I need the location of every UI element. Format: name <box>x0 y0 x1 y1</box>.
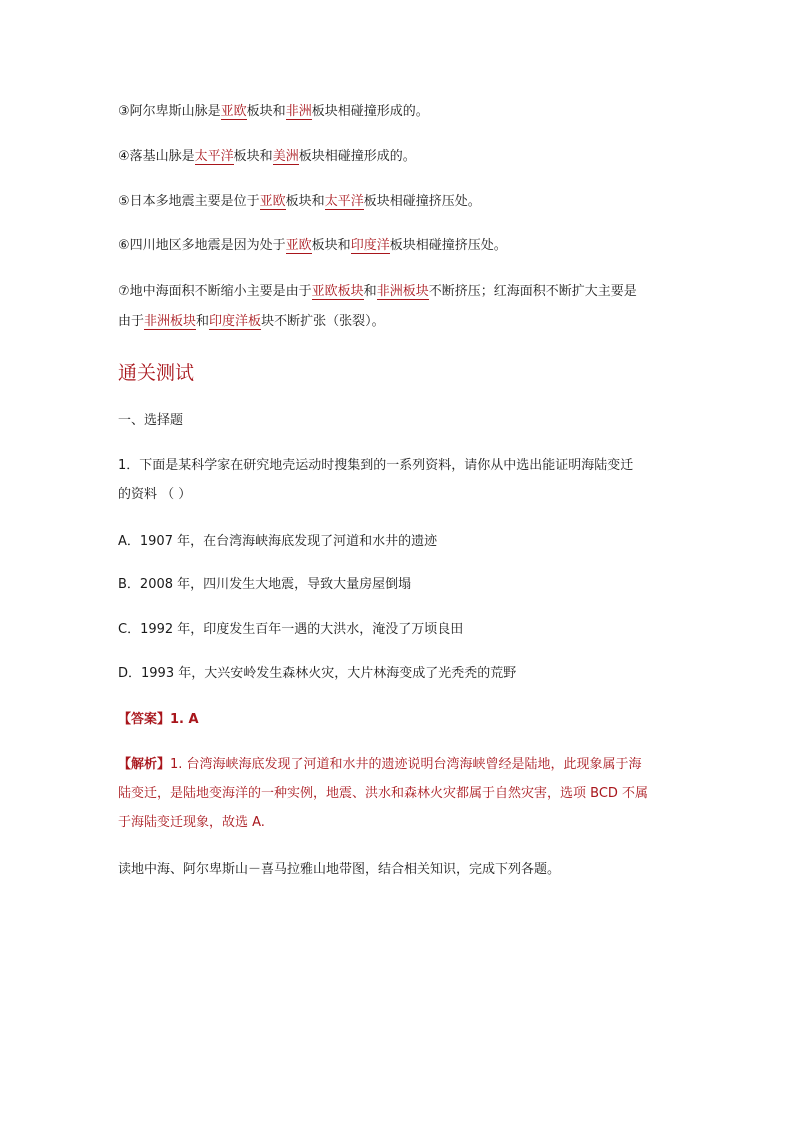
text: 板块相碰撞挤压处。 <box>363 194 481 209</box>
text: 板块相碰撞形成的。 <box>298 149 416 164</box>
statement-3 <box>118 102 429 122</box>
text: 板块相碰撞形成的。 <box>311 104 429 119</box>
answer-blank: 非洲 <box>285 104 312 119</box>
text: 板块和 <box>246 104 286 119</box>
answer-blank: 印度洋板 <box>209 314 262 329</box>
text: 板块和 <box>311 238 351 253</box>
option-b: B．2008 年，四川发生大地震，导致大量房屋倒塌 <box>118 577 412 592</box>
text: 和 <box>363 284 377 299</box>
section-subtitle: 一、选择题 <box>118 413 184 428</box>
statement-7-cont <box>118 312 385 332</box>
text: 和 <box>196 314 210 329</box>
text: ⑥四川地区多地震是因为处于 <box>118 238 286 253</box>
answer-blank: 印度洋 <box>350 238 390 253</box>
statement-6 <box>118 236 507 256</box>
answer-blank: 亚欧 <box>220 104 247 119</box>
text: ③阿尔卑斯山脉是 <box>118 104 221 119</box>
text: ⑤日本多地震主要是位于 <box>118 194 260 209</box>
option-d: D．1993 年，大兴安岭发生森林火灾，大片林海变成了光秃秃的荒野 <box>118 666 517 681</box>
section-title: 通关测试 <box>118 362 195 384</box>
text: 不断挤压；红海面积不断扩大主要是 <box>428 284 637 299</box>
statement-4 <box>118 147 416 167</box>
option-c: C．1992 年，印度发生百年一遇的大洪水，淹没了万顷良田 <box>118 622 464 637</box>
text: 由于 <box>118 314 145 329</box>
text: 块不断扩张（张裂）。 <box>261 314 385 329</box>
answer-blank: 非洲板块 <box>376 284 429 299</box>
reading-instruction: 读地中海、阿尔卑斯山－喜马拉雅山地带图，结合相关知识，完成下列各题。 <box>118 862 561 877</box>
answer-blank: 美洲 <box>272 149 299 164</box>
analysis-line-1 <box>118 755 642 775</box>
answer-value: 1. A <box>170 712 199 727</box>
text: 板块和 <box>233 149 273 164</box>
answer-label: 【答案】 <box>118 712 171 727</box>
analysis-line-3: 于海陆变迁现象，故选 A. <box>118 815 265 830</box>
text: 板块相碰撞挤压处。 <box>389 238 507 253</box>
text: 1. 台湾海峡海底发现了河道和水井的遗迹说明台湾海峡曾经是陆地，此现象属于海 <box>170 757 642 772</box>
text: 板块和 <box>285 194 325 209</box>
answer-blank: 亚欧板块 <box>311 284 364 299</box>
option-a: A．1907 年，在台湾海峡海底发现了河道和水井的遗迹 <box>118 534 438 549</box>
answer-blank: 太平洋 <box>194 149 234 164</box>
answer-blank: 非洲板块 <box>144 314 197 329</box>
answer-blank: 亚欧 <box>259 194 286 209</box>
text: ④落基山脉是 <box>118 149 195 164</box>
answer-blank: 太平洋 <box>324 194 364 209</box>
answer-blank: 亚欧 <box>285 238 312 253</box>
text: ⑦地中海面积不断缩小主要是由于 <box>118 284 312 299</box>
answer <box>118 710 199 730</box>
analysis-label: 【解析】 <box>118 757 171 772</box>
statement-7 <box>118 282 637 302</box>
question-stem-cont: 的资料 （ ） <box>118 487 192 502</box>
analysis-line-2: 陆变迁，是陆地变海洋的一种实例，地震、洪水和森林火灾都属于自然灾害，选项 BCD 不属 <box>118 786 649 801</box>
statement-5 <box>118 192 481 212</box>
question-stem: 1．下面是某科学家在研究地壳运动时搜集到的一系列资料，请你从中选出能证明海陆变迁 <box>118 458 634 473</box>
